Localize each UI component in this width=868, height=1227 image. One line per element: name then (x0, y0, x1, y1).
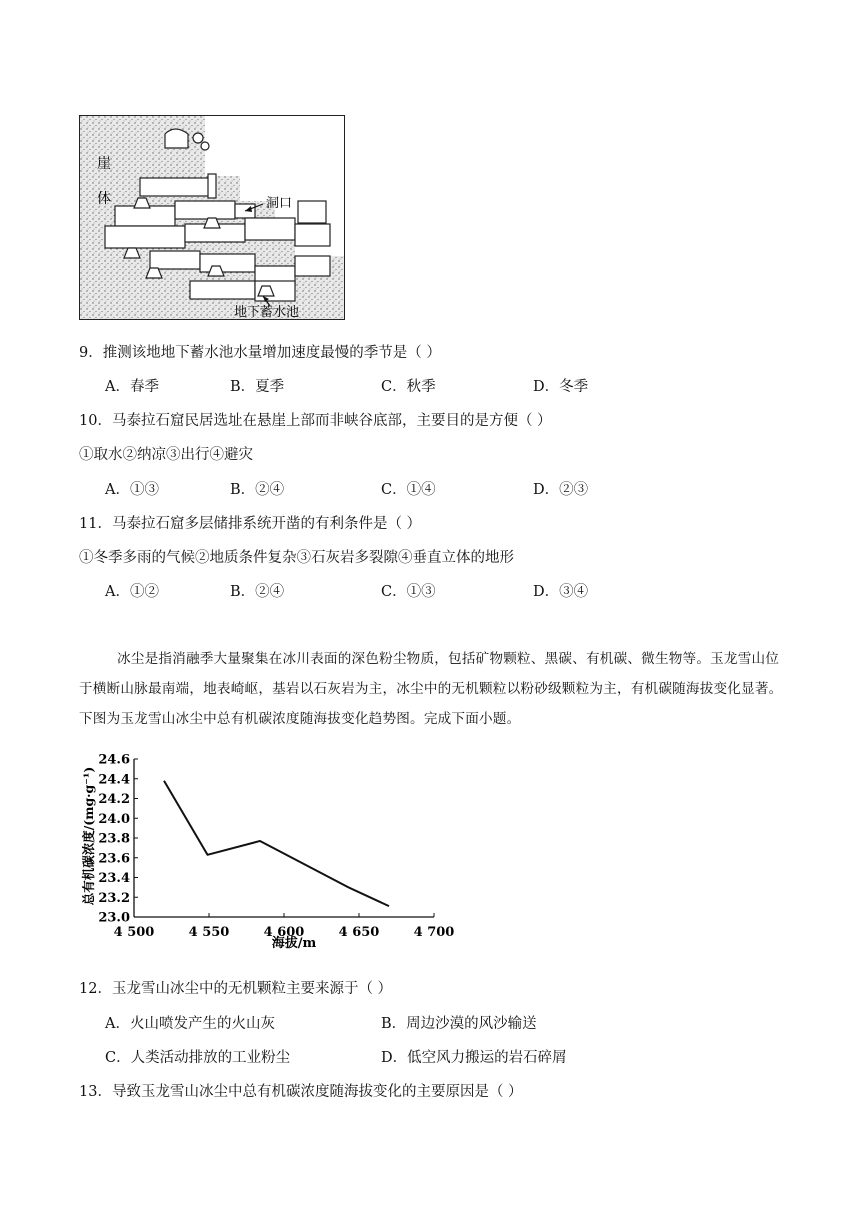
q10-option-c: C．①④ (381, 482, 436, 498)
reading-passage: 冰尘是指消融季大量聚集在冰川表面的深色粉尘物质，包括矿物颗粒、黑碳、有机碳、微生物等。玉龙雪山位于横断山脉最南端，地表崎岖，基岩以石灰岩为主，冰尘中的无机颗粒以粉砂级颗粒为主，有机碳随海拔变化显著。下图为玉龙雪山冰尘中总有机碳浓度随海拔变化趋势图。完成下面小题。 (79, 651, 783, 727)
chart-x-tick-label: 4 500 (113, 925, 155, 940)
q10-option-d: D．②③ (533, 482, 589, 498)
cliff-label-2: 体 (97, 191, 111, 207)
q11-option-b: B．②④ (230, 584, 285, 600)
chart-axes (134, 759, 434, 917)
toc-altitude-chart (79, 750, 459, 950)
question-11: 11．马泰拉石窟多层储排系统开凿的有利条件是（ ） (79, 516, 422, 532)
question-10: 10．马泰拉石窟民居选址在悬崖上部而非峡谷底部，主要目的是方便（ ） (79, 413, 552, 429)
q10-option-b: B．②④ (230, 482, 285, 498)
chart-series (164, 781, 389, 906)
q10-statement: ①取水②纳凉③出行④避灾 (79, 447, 253, 463)
question-9: 9．推测该地地下蓄水池水量增加速度最慢的季节是（ ） (79, 345, 441, 361)
question-13: 13．导致玉龙雪山冰尘中总有机碳浓度随海拔变化的主要原因是（ ） (79, 1084, 523, 1100)
q9-option-c: C．秋季 (381, 379, 436, 395)
q12-option-c: C．人类活动排放的工业粉尘 (105, 1050, 291, 1066)
chart-y-tick-label: 24.2 (98, 792, 130, 807)
chart-y-tick-label: 23.6 (98, 851, 130, 867)
chart-x-tick-label: 4 700 (413, 925, 455, 940)
chart-x-axis-label: 海拔/m (271, 936, 317, 950)
q9-option-d: D．冬季 (533, 379, 589, 395)
q12-option-a: A．火山喷发产生的火山灰 (105, 1016, 275, 1032)
q11-option-d: D．③④ (533, 584, 589, 600)
q12-option-b: B．周边沙漠的风沙输送 (381, 1016, 537, 1032)
chart-y-ticks (98, 753, 138, 926)
chart-x-tick-label: 4 600 (263, 925, 305, 940)
cliff-dwelling-diagram (80, 116, 345, 320)
question-12: 12．玉龙雪山冰尘中的无机颗粒主要来源于（ ） (79, 981, 393, 997)
chart-x-tick-label: 4 650 (338, 925, 380, 940)
cave-mouth-label: 洞口 (266, 196, 293, 211)
chart-y-tick-label: 23.4 (98, 871, 130, 886)
q11-option-a: A．①② (105, 584, 159, 600)
chart-series-line (164, 781, 389, 906)
chart-y-tick-label: 23.2 (98, 890, 130, 906)
q9-option-b: B．夏季 (230, 379, 285, 395)
q11-statement: ①冬季多雨的气候②地质条件复杂③石灰岩多裂隙④垂直立体的地形 (79, 550, 514, 566)
chart-y-tick-label: 24.4 (98, 772, 130, 788)
cliff-label-1: 崖 (97, 156, 111, 172)
chart-y-axis-label: 总有机碳浓度/(mg·g⁻¹) (81, 766, 96, 906)
q11-option-c: C．①③ (381, 584, 436, 600)
q10-option-a: A．①③ (105, 482, 159, 498)
q9-option-a: A．春季 (105, 379, 159, 395)
q12-option-d: D．低空风力搬运的岩石碎屑 (381, 1050, 567, 1066)
chart-y-tick-label: 23.0 (98, 910, 130, 926)
reservoir-label: 地下蓄水池 (234, 305, 300, 320)
chart-y-tick-label: 24.0 (98, 811, 130, 827)
cliff-dwelling-figure (79, 115, 345, 320)
chart-x-tick-label: 4 550 (188, 925, 230, 940)
chart-y-tick-label: 23.8 (98, 831, 130, 847)
chart-y-tick-label: 24.6 (98, 752, 130, 768)
